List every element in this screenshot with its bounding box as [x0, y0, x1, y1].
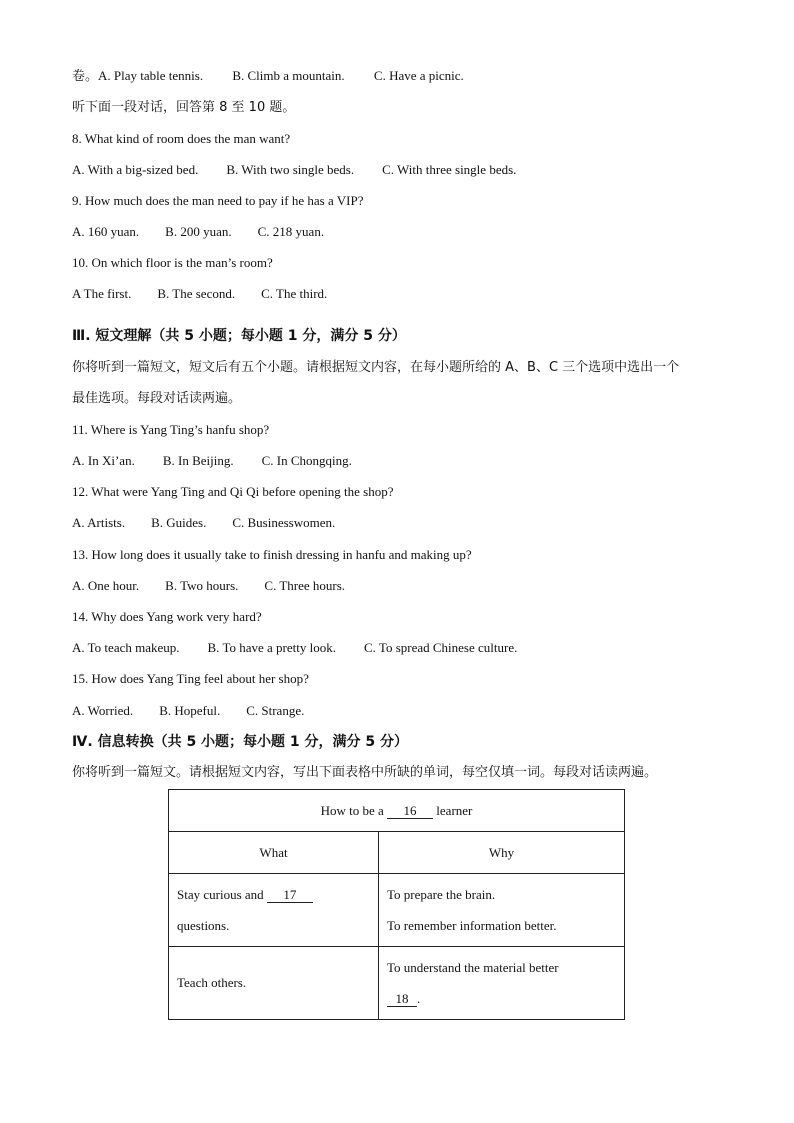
- row1-what-text: Stay curious and: [177, 887, 264, 902]
- q9-stem: 9. How much does the man need to pay if he has a VIP?: [72, 193, 364, 208]
- row1-what: [169, 874, 379, 947]
- q7-options: [72, 68, 464, 85]
- q10-option-b: B. The second.: [157, 286, 236, 301]
- q13-stem: 13. How long does it usually take to finish dressing in hanfu and making up?: [72, 547, 472, 562]
- q8-options: [72, 162, 516, 178]
- row2-why-end: .: [417, 991, 421, 1006]
- row2-why: [379, 947, 625, 1020]
- section3-instruction-2: 最佳选项。每段对话读两遍。: [72, 391, 242, 406]
- q14-option-a: A. To teach makeup.: [72, 640, 180, 655]
- blank-16[interactable]: 16: [387, 804, 433, 819]
- q11-option-a: A. In Xi’an.: [72, 453, 135, 468]
- q10-options: [72, 286, 327, 302]
- q12-option-b: B. Guides.: [151, 515, 207, 530]
- q8-stem: 8. What kind of room does the man want?: [72, 131, 291, 146]
- q15-stem: 15. How does Yang Ting feel about her shop?: [72, 671, 309, 686]
- header-why: Why: [379, 832, 625, 874]
- q12-option-a: A. Artists.: [72, 515, 126, 530]
- table-title: [169, 790, 625, 832]
- q13-option-b: B. Two hours.: [165, 578, 239, 593]
- q15-option-a: A. Worried.: [72, 703, 134, 718]
- q11-option-c: C. In Chongqing.: [261, 453, 352, 468]
- q15-options: [72, 703, 304, 719]
- q15-option-c: C. Strange.: [246, 703, 305, 718]
- table-title-prefix: How to be a: [320, 802, 384, 818]
- blank-17[interactable]: 17: [267, 888, 313, 903]
- blank-18[interactable]: 18: [387, 992, 417, 1007]
- header-what: What: [169, 832, 379, 874]
- q10-option-c: C. The third.: [261, 286, 328, 301]
- q9-option-b: B. 200 yuan.: [165, 224, 232, 239]
- q14-options: [72, 640, 517, 656]
- table-title-suffix: learner: [436, 802, 473, 818]
- q9-option-c: C. 218 yuan.: [257, 224, 325, 239]
- q14-option-c: C. To spread Chinese culture.: [363, 640, 518, 655]
- section3-instruction-1: 你将听到一篇短文，短文后有五个小题。请根据短文内容，在每小题所给的 A、B、C 三个选项中选出一个: [72, 360, 680, 375]
- row1-what-line2: questions.: [177, 918, 230, 933]
- section4-instruction: 你将听到一篇短文。请根据短文内容，写出下面表格中所缺的单词，每空仅填一词。每段对话读两遍。: [72, 765, 658, 780]
- q14-option-b: B. To have a pretty look.: [207, 640, 336, 655]
- q8-option-a: A. With a big-sized bed.: [72, 162, 199, 177]
- q13-options: [72, 578, 345, 594]
- q12-options: [72, 515, 335, 531]
- q11-stem: 11. Where is Yang Ting’s hanfu shop?: [72, 422, 270, 437]
- q8-option-c: C. With three single beds.: [382, 162, 517, 177]
- instruction-8-10: 听下面一段对话，回答第 8 至 10 题。: [72, 100, 296, 115]
- q9-options: [72, 224, 324, 240]
- q10-option-a: A The first.: [72, 286, 132, 301]
- q13-option-a: A. One hour.: [72, 578, 140, 593]
- row2-what: Teach others.: [169, 947, 379, 1020]
- q15-option-b: B. Hopeful.: [159, 703, 221, 718]
- q14-stem: 14. Why does Yang work very hard?: [72, 609, 262, 624]
- row1-why-2: To remember information better.: [387, 918, 557, 933]
- q9-option-a: A. 160 yuan.: [72, 224, 140, 239]
- info-table: [168, 789, 625, 1020]
- row1-why-1: To prepare the brain.: [387, 887, 496, 902]
- q7-option-c: C. Have a picnic.: [373, 68, 464, 83]
- q10-stem: 10. On which floor is the man’s room?: [72, 255, 273, 270]
- section3-heading: Ⅲ. 短文理解（共 5 小题；每小题 1 分，满分 5 分）: [72, 328, 406, 344]
- q12-stem: 12. What were Yang Ting and Qi Qi before opening the shop?: [72, 484, 394, 499]
- q13-option-c: C. Three hours.: [264, 578, 346, 593]
- q7-prefix: 卷。: [72, 69, 99, 84]
- q11-option-b: B. In Beijing.: [162, 453, 234, 468]
- q7-option-b: B. Climb a mountain.: [232, 68, 345, 83]
- q8-option-b: B. With two single beds.: [226, 162, 355, 177]
- section4-heading: Ⅳ. 信息转换（共 5 小题；每小题 1 分，满分 5 分）: [72, 734, 409, 750]
- q12-option-c: C. Businesswomen.: [232, 515, 336, 530]
- row1-why: [379, 874, 625, 947]
- q7-option-a: A. Play table tennis.: [98, 68, 204, 83]
- q11-options: [72, 453, 352, 469]
- row2-why-line1: To understand the material better: [387, 960, 559, 975]
